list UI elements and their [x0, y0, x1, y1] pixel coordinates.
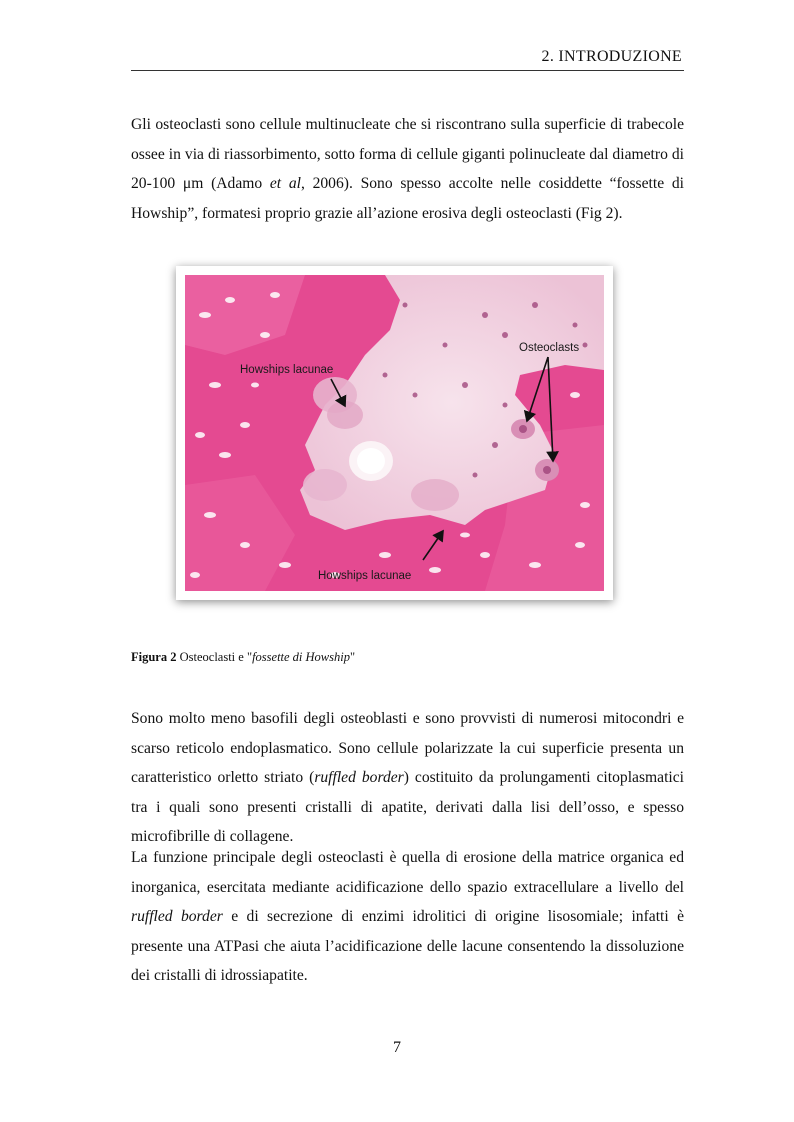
figure-caption	[131, 650, 355, 665]
term-ruffled-border: ruffled border	[131, 908, 223, 925]
paragraph2-text-a: Sono molto meno basofili degli osteoblasti e sono provvisti di numerosi mitocondri e scarso reticolo endoplasmatico. Sono cellule polarizzate la cui superficie presenta un caratteristico orletto striato (	[131, 710, 684, 786]
caption-text: Osteoclasti e "	[176, 650, 253, 664]
osteoclast-cell	[303, 469, 347, 501]
paragraph-osteoclast-structure	[131, 704, 684, 852]
citation-et-al: et al	[269, 175, 301, 192]
paragraph1-text-c: , 2006). Sono spesso accolte nelle cosiddette “fossette di Howship”, formatesi proprio grazie all’azione erosiva degli osteoclasti (Fig 2).	[131, 175, 684, 222]
paragraph3-text-c: e di secrezione di enzimi idrolitici di origine lisosomiale; infatti è presente una ATPasi che aiuta l’acidificazione delle lacune consentendo la dissoluzione dei cristalli di idrossiapatite.	[131, 908, 684, 984]
paragraph-osteoclast-function	[131, 843, 684, 991]
paragraph-osteoclast-description	[131, 110, 684, 228]
caption-italic: fossette di Howship	[252, 650, 350, 664]
figure-histology	[176, 266, 613, 600]
paragraph3-text-a: La funzione principale degli osteoclasti è quella di erosione della matrice organica ed inorganica, esercitata mediante acidificazione dello spazio extracellulare a livello del	[131, 849, 684, 896]
osteoclast-cell	[411, 479, 459, 511]
paragraph2-text-c: ) costituito da prolungamenti citoplasmatici tra i quali sono presenti cristalli di apatite, derivati dalla lisi dell’osso, e spesso microfibrille di collagene.	[131, 769, 684, 845]
caption-label: Figura 2	[131, 650, 177, 664]
label-osteoclasts: Osteoclasts	[519, 342, 580, 354]
term-ruffled-border: ruffled border	[314, 769, 404, 786]
paragraph1-text-a: Gli osteoclasti sono cellule multinucleate che si riscontrano sulla superficie di trabecole ossee in via di riassorbimento, sotto forma di cellule giganti polinucleate dal diametro di 20-100 μm (Adamo	[131, 116, 684, 192]
running-header	[131, 46, 684, 71]
section-title: 2. INTRODUZIONE	[541, 48, 682, 65]
histology-micrograph	[185, 275, 604, 591]
caption-end: "	[349, 650, 356, 664]
page-number: 7	[393, 1039, 401, 1056]
label-howships-bottom: Howships lacunae	[318, 570, 412, 582]
label-howships-top: Howships lacunae	[240, 364, 334, 376]
